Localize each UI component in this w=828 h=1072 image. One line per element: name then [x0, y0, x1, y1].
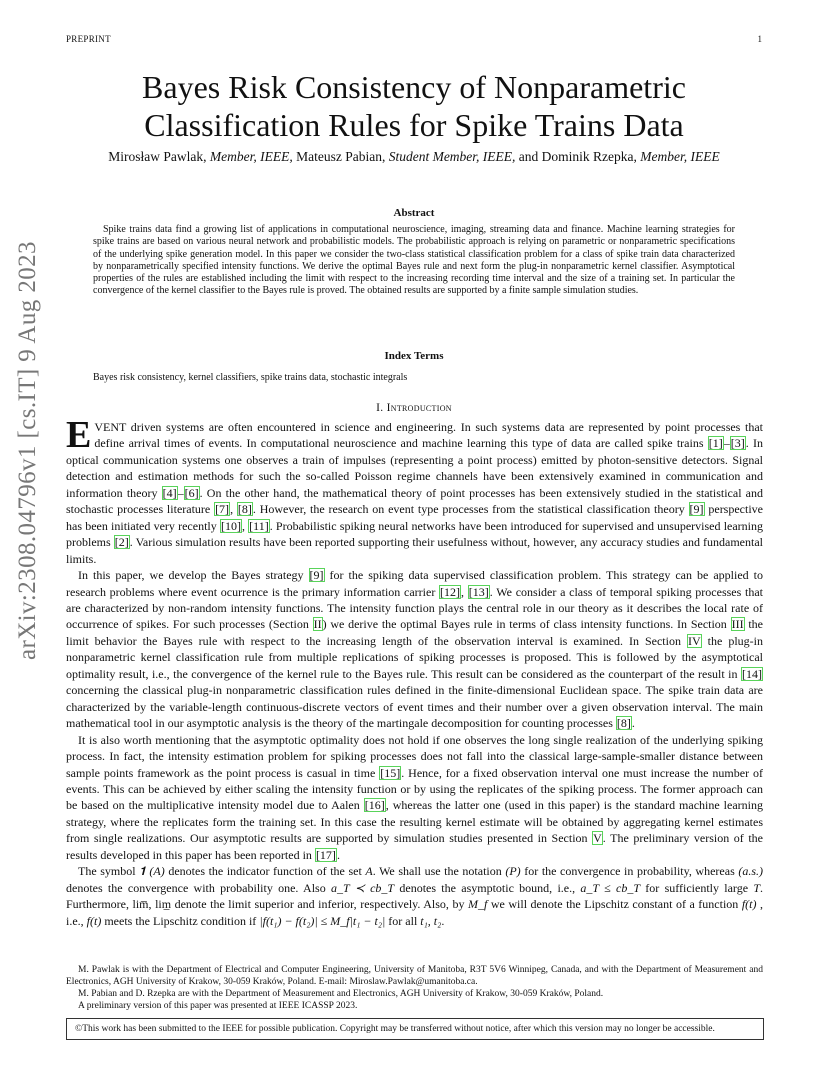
math: a_T ≤ cb_T	[580, 880, 641, 895]
citation-link[interactable]: [14]	[742, 666, 762, 681]
citation-link[interactable]: [6]	[184, 485, 199, 500]
section-title: Introduction	[386, 402, 452, 414]
abstract-heading: Abstract	[393, 207, 435, 219]
section-number: I.	[376, 402, 387, 414]
footnote: M. Pabian and D. Rzepka are with the Department of Measurement and Electronics, AGH University of Krakow, 30-059 Kraków, Poland.	[78, 989, 604, 999]
citation-link[interactable]: [12]	[440, 584, 461, 599]
body-text	[66, 414, 764, 929]
page-number: 1	[757, 34, 762, 44]
section-heading	[0, 402, 828, 414]
math: M_f	[467, 897, 488, 912]
author-name: and Dominik Rzepka,	[515, 149, 641, 164]
author-list	[40, 149, 788, 165]
citation-link[interactable]: [3]	[730, 436, 745, 451]
author-name: Mateusz Pabian,	[292, 149, 389, 164]
paragraph: It is also worth mentioning that the asymptotic optimality does not hold if one observes the long single realization of the underlying spiking process. In fact, the intensity estimation problem for spiking processes does not fall into the classical large-sample-smaller distance between sample points framework as the point process is casual in time [15]. Hence, for a fixed observation interval one must increase the number of events. This can be achieved by either scaling the intensity function or by using the replicates of the spiking process. The former approach can be based on the multiplicative intensity model due to Aalen [16], whereas the latter one (used in this paper) is the standard machine learning strategy, where the replicates form the training set. In this case the resulting kernel estimate will be obtained by aggregating kernel estimates from single realizations. Our asymptotic results are supported by simulation studies presented in Section V. The preliminary version of the results developed in this paper has been reported in [17].	[66, 732, 763, 862]
footnote: A preliminary version of this paper was presented at IEEE ICASSP 2023.	[78, 1001, 358, 1011]
drop-cap: E	[66, 414, 92, 456]
citation-link[interactable]: [16]	[364, 798, 385, 813]
math: t₁, t₂	[420, 913, 442, 928]
math: T	[753, 880, 761, 895]
paragraph: EVENT driven systems are often encountered in science and engineering. In such systems data are represented by point processes that define arrival times of events. In computational neuroscience and machine learning this type of data are called spike trains [1]–[3]. In optical communication systems one observes a train of impulses (representing a point process) emitted by photon-sensitive detectors. Signal detection and estimation methods for such the so-called Poisson regime channels have been extensively examined in communication and information theory [4]–[6]. On the other hand, the mathematical theory of point processes has been extensively studied in the statistical and stochastic processes literature [7], [8]. However, the research on event type processes from the statistical classification theory [9] perspective has been initiated very recently [10], [11]. Probabilistic spiking neural networks have been introduced for supervised and unsupervised learning problems [2]. Various simulation results have been reported supporting their usefulness without, however, any accuracy studies and fundamental limits.	[66, 414, 764, 566]
running-header: PREPRINT	[66, 34, 111, 44]
citation-link[interactable]: [9]	[309, 568, 324, 583]
math: a_T ≺ cb_T	[331, 880, 395, 895]
copyright-notice: ©This work has been submitted to the IEEE for possible publication. Copyright may be transferred without notice, after which this version may no longer be accessible.	[66, 1018, 764, 1040]
author-role: Member, IEEE,	[209, 149, 293, 164]
math: 𝟏 (A)	[139, 864, 165, 879]
math: (a.s.)	[738, 864, 763, 879]
section-link[interactable]: II	[313, 617, 322, 632]
math: lim̅	[132, 897, 149, 912]
abstract-text: Spike trains data find a growing list of applications in computational neuroscience, imaging, streaming data and finance. Machine learning strategies for spike trains are based on various neural network and probabilistic models. The probabilistic approach is relying on parametric or nonparametric specifications of the underlying spike generation model. In this paper we consider the two-class statistical classification problem for a class of spike train data characterized by nonparametrically specified intensity functions. We derive the optimal Bayes rule and next form the plug-in nonparametric kernel classifier. Asymptotical properties of the rules are established including the limit with respect to the increasing recording time interval and the size of a training set. In particular the convergence of the kernel classifier to the Bayes rule is proved. The obtained results are supported by a finite sample simulation studies.	[93, 224, 735, 297]
math: f(t)	[86, 913, 102, 928]
index-terms-heading: Index Terms	[384, 350, 444, 362]
footnote: M. Pawlak is with the Department of Electrical and Computer Engineering, University of Manitoba, R3T 5V6 Winnipeg, Canada, and with the Department of Measurement and Electronics, AGH University of Krakow, 30-059 Kraków, Poland. E-mail: Miroslaw.Pawlak@umanitoba.ca.	[66, 965, 763, 987]
math: f(t)	[741, 897, 757, 912]
citation-link[interactable]: [8]	[616, 716, 631, 731]
section-link[interactable]: IV	[687, 633, 701, 648]
citation-link[interactable]: [2]	[114, 535, 129, 550]
author-role: Member, IEEE	[640, 149, 720, 164]
citation-link[interactable]: [8]	[237, 502, 252, 517]
citation-link[interactable]: [1]	[708, 436, 723, 451]
citation-link[interactable]: [9]	[689, 502, 704, 517]
citation-link[interactable]: [11]	[249, 518, 269, 533]
arxiv-identifier[interactable]: arXiv:2308.04796v1 [cs.IT] 9 Aug 2023	[14, 241, 41, 660]
author-name: Mirosław Pawlak,	[108, 149, 210, 164]
math: (P)	[505, 864, 521, 879]
footnotes	[66, 964, 763, 1012]
math: |f(t₁) − f(t₂)| ≤ M_f|t₁ − t₂|	[259, 913, 386, 928]
paragraph: In this paper, we develop the Bayes strategy [9] for the spiking data supervised classification problem. This strategy can be applied to research problems where event ocurrence is the primary information carrier [12], [13]. We consider a class of temporal spiking processes that are characterized by non-random intensity functions. The intensity function plays the central role in our theory as it describes the local rate of occurrence of spikes. For such processes (Section II) we derive the optimal Bayes rule in terms of class intensity functions. In Section III the limit behavior the Bayes rule with respect to the increasing length of the observation interval is examined. In Section IV the plug-in nonparametric kernel classification rule from multiple replications of spiking processes is proposed. This is followed by the asymptotical optimality result, i.e., the convergence of the kernel rule to the Bayes rule. This result can be considered as the counterpart of the result in [14] concerning the classical plug-in nonparametric classification rules defined in the finite-dimensional Euclidean space. The spike train data are characterized by the variable-length continuous-discrete vectors of event times and their number over a given observation interval. The main mathematical tool in our asymptotic analysis is the theory of the martingale decomposition for counting processes [8].	[66, 568, 764, 731]
paper-title: Bayes Risk Consistency of Nonparametric Classification Rules for Spike Trains Data	[142, 69, 686, 143]
citation-link[interactable]: [7]	[215, 502, 230, 517]
author-role: Student Member, IEEE,	[388, 149, 516, 164]
index-terms: Bayes risk consistency, kernel classifiers, spike trains data, stochastic integrals	[93, 372, 408, 383]
section-link[interactable]: III	[731, 617, 744, 632]
citation-link[interactable]: [4]	[162, 485, 177, 500]
citation-link[interactable]: [10]	[220, 518, 241, 533]
citation-link[interactable]: [17]	[315, 847, 336, 862]
section-link[interactable]: V	[593, 831, 602, 846]
citation-link[interactable]: [15]	[380, 765, 401, 780]
paragraph: The symbol 𝟏 (A) denotes the indicator function of the set A. We shall use the notation (P) for the convergence in probability, whereas (a.s.) denotes the convergence with probability one. Also a_T ≺ cb_T denotes the asymptotic bound, i.e., a_T ≤ cb_T for sufficiently large T. Furthermore, lim̅, lim̲ denote the limit superior and inferior, respectively. Also, by M_f we will denote the Lipschitz constant of a function f(t) , i.e., f(t) meets the Lipschitz condition if |f(t₁) − f(t₂)| ≤ M_f|t₁ − t₂| for all t₁, t₂.	[66, 864, 764, 928]
math: A	[365, 864, 373, 879]
citation-link[interactable]: [13]	[468, 584, 489, 599]
math: lim̲	[155, 897, 172, 912]
